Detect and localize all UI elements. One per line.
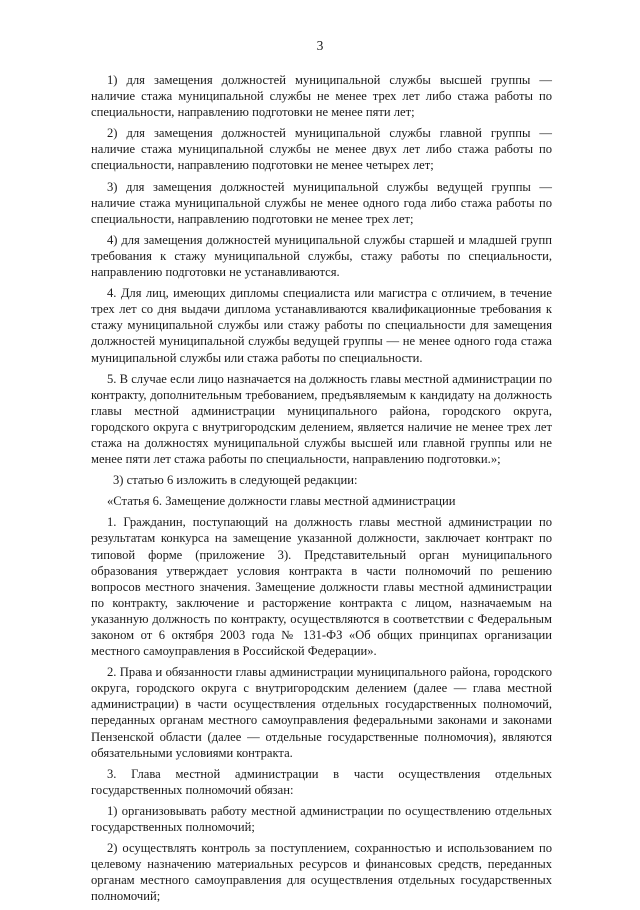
paragraph-4: 4) для замещения должностей муниципальной службы старшей и младшей групп требования к стажу муниципальной службы, стажу работы по специальности, направлению подготовки не устанавливаются. bbox=[91, 232, 552, 280]
paragraph-13: 2) осуществлять контроль за поступлением, сохранностью и использованием по целевому назначению материальных ресурсов и финансовых средств, переданных органам местного самоуправления для осуществления отдельных государственных полномочий; bbox=[91, 841, 552, 904]
page-number: 3 bbox=[316, 38, 324, 53]
paragraph-1: 1) для замещения должностей муниципальной службы высшей группы — наличие стажа муниципальной службы не менее трех лет либо стажа работы по специальности, направлению подготовки не менее пяти лет; bbox=[91, 73, 552, 120]
paragraph-11: 3. Глава местной администрации в части осуществления отдельных государственных полномочий обязан: bbox=[91, 766, 552, 797]
paragraph-6: 5. В случае если лицо назначается на должность главы местной администрации по контракту, дополнительным требованием, предъявляемым к кандидату на должность главы местной администрации муниципального района, городского округа, городского округа с внутригородским делением, является наличие не менее трех лет стажа на должностях муниципальной службы высшей или главной группы или не менее пяти лет стажа работы по специальности, направлению подготовки.»; bbox=[91, 371, 552, 467]
paragraph-12: 1) организовывать работу местной администрации по осуществлению отдельных государственных полномочий; bbox=[91, 803, 552, 835]
paragraph-2: 2) для замещения должностей муниципальной службы главной группы — наличие стажа муниципальной службы не менее двух лет либо стажа работы по специальности, направлению подготовки не менее четырех лет; bbox=[91, 126, 552, 173]
paragraph-3: 3) для замещения должностей муниципальной службы ведущей группы — наличие стажа муниципальной службы не менее одного года либо стажа работы по специальности, направлению подготовки не менее трех лет; bbox=[91, 179, 552, 226]
paragraph-7: 3) статью 6 изложить в следующей редакции: bbox=[113, 473, 358, 488]
paragraph-10: 2. Права и обязанности главы администрации муниципального района, городского округа, городского округа с внутригородским делением (далее — глава местной администрации) в части осуществления отдельных государственных полномочий, переданных органам местного самоуправления федеральными законами и законами Пензенской области (далее — отдельные государственные полномочия), являются обязательными условиями контракта. bbox=[91, 665, 552, 760]
document-body bbox=[91, 72, 552, 910]
article-heading: «Статья 6. Замещение должности главы местной администрации bbox=[107, 494, 456, 509]
paragraph-5: 4. Для лиц, имеющих дипломы специалиста или магистра с отличием, в течение трех лет со дня выдачи диплома устанавливаются квалификационные требования к стажу муниципальной службы или стажу работы по специальности для замещения должностей муниципальной службы ведущей группы — не менее одного года стажа муниципальной службы или стажа работы по специальности. bbox=[91, 286, 552, 365]
paragraph-9: 1. Гражданин, поступающий на должность главы местной администрации по результатам конкурса на замещение указанной должности, заключает контракт по типовой форме (приложение 3). Представительный орган муниципального образования утверждает условия контракта в части полномочий по решению вопросов местного значения. Замещение должности главы местной администрации по контракту, заключение и расторжение контракта с лицом, назначаемым на указанную должность по контракту, осуществляются в соответствии с Федеральным законом от 6 октября 2003 года № 131-ФЗ «Об общих принципах организации местного самоуправления в Российской Федерации». bbox=[91, 515, 552, 659]
